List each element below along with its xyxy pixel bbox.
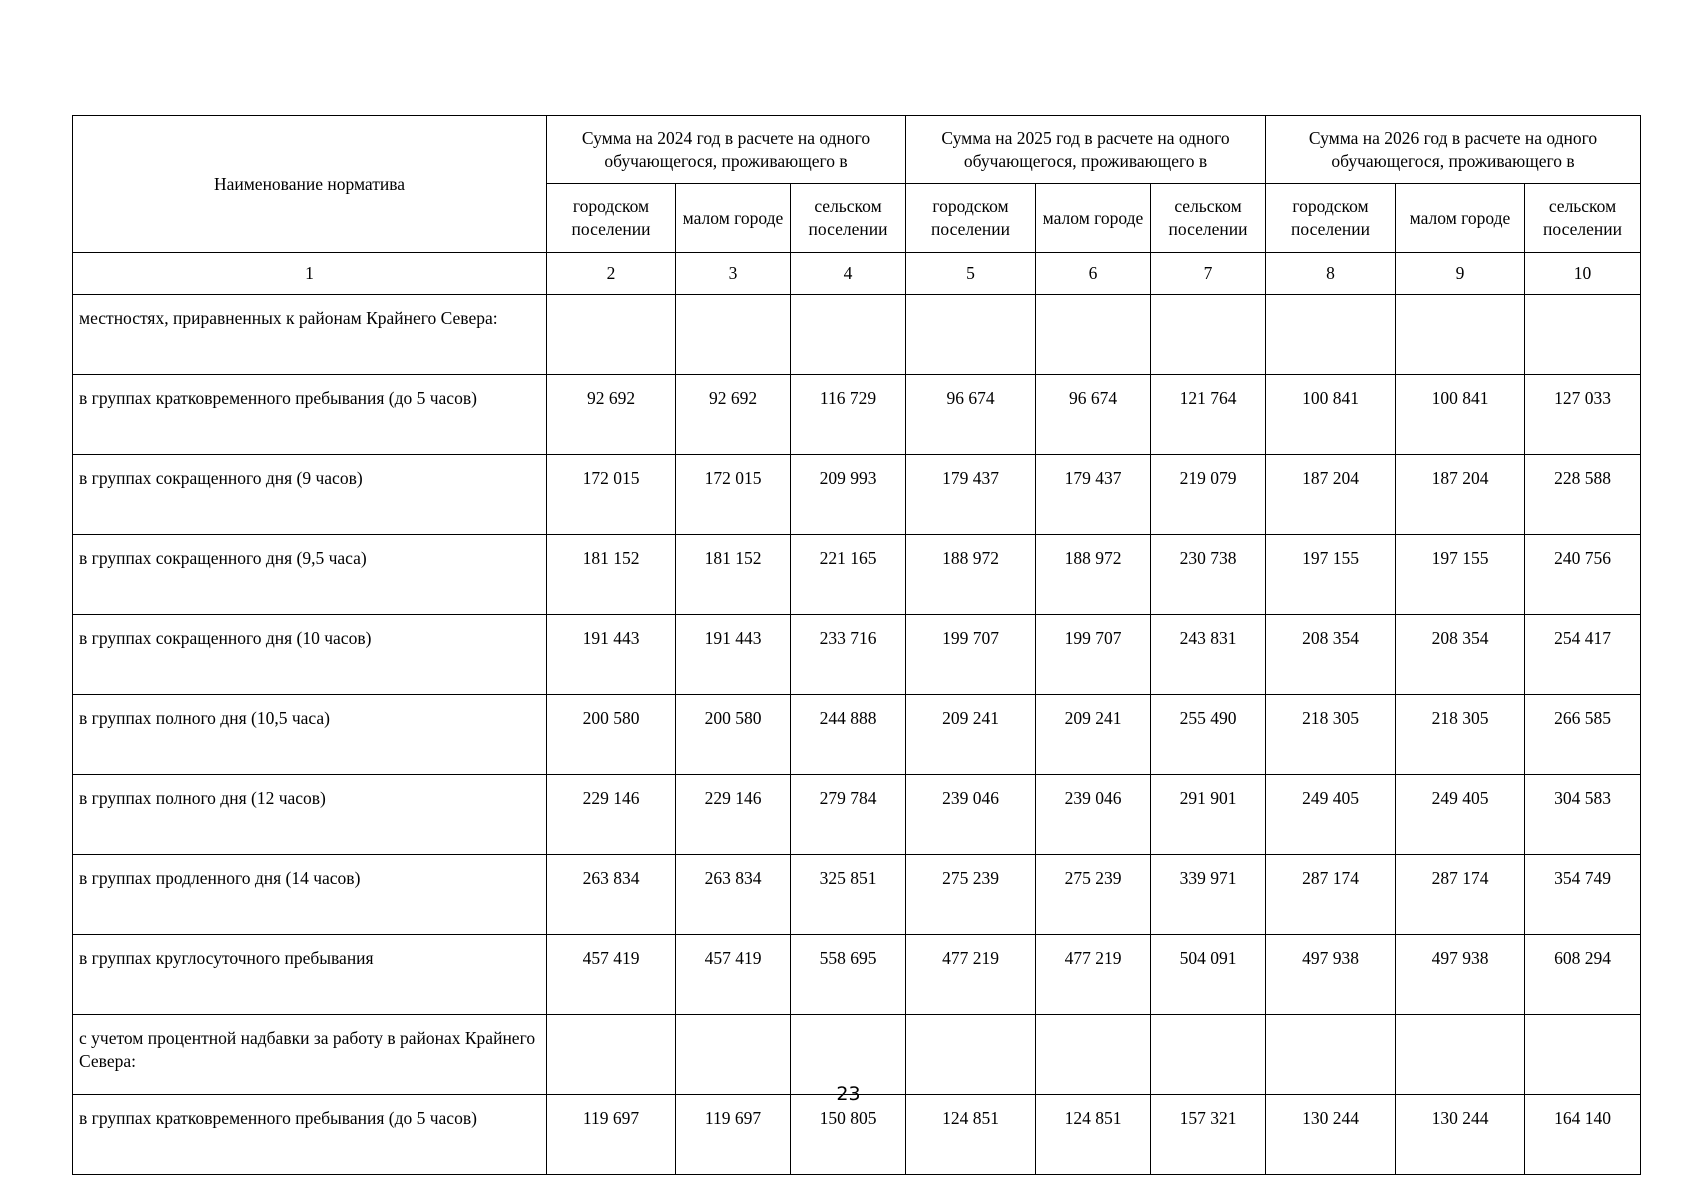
value-cell: 119 697 xyxy=(676,1095,791,1175)
value-cell xyxy=(1396,295,1525,375)
value-cell: 209 241 xyxy=(906,695,1036,775)
value-cell xyxy=(676,295,791,375)
table-row xyxy=(73,295,1641,375)
row-name-cell: в группах сокращенного дня (10 часов) xyxy=(73,615,547,695)
value-cell: 181 152 xyxy=(547,535,676,615)
value-cell: 218 305 xyxy=(1266,695,1396,775)
value-cell: 197 155 xyxy=(1266,535,1396,615)
value-cell: 124 851 xyxy=(906,1095,1036,1175)
row-name-cell: в группах кратковременного пребывания (до 5 часов) xyxy=(73,375,547,455)
header-year-2026: Сумма на 2026 год в расчете на одного обучающегося, проживающего в xyxy=(1266,116,1641,184)
value-cell: 263 834 xyxy=(547,855,676,935)
value-cell: 228 588 xyxy=(1525,455,1641,535)
subheader-cell: городском поселении xyxy=(1266,184,1396,253)
value-cell: 96 674 xyxy=(906,375,1036,455)
value-cell: 172 015 xyxy=(676,455,791,535)
column-number-cell: 5 xyxy=(906,253,1036,295)
value-cell: 339 971 xyxy=(1151,855,1266,935)
norms-table xyxy=(72,115,1641,1175)
value-cell: 199 707 xyxy=(1036,615,1151,695)
header-year-2024: Сумма на 2024 год в расчете на одного обучающегося, проживающего в xyxy=(547,116,906,184)
row-name-cell: в группах полного дня (10,5 часа) xyxy=(73,695,547,775)
value-cell: 191 443 xyxy=(676,615,791,695)
value-cell: 240 756 xyxy=(1525,535,1641,615)
value-cell: 239 046 xyxy=(1036,775,1151,855)
column-number-cell: 3 xyxy=(676,253,791,295)
value-cell: 249 405 xyxy=(1266,775,1396,855)
value-cell: 130 244 xyxy=(1396,1095,1525,1175)
value-cell: 96 674 xyxy=(1036,375,1151,455)
value-cell: 275 239 xyxy=(1036,855,1151,935)
value-cell: 244 888 xyxy=(791,695,906,775)
table-row xyxy=(73,935,1641,1015)
value-cell: 497 938 xyxy=(1396,935,1525,1015)
table-row xyxy=(73,375,1641,455)
value-cell: 127 033 xyxy=(1525,375,1641,455)
value-cell: 199 707 xyxy=(906,615,1036,695)
subheader-cell: малом городе xyxy=(676,184,791,253)
value-cell: 188 972 xyxy=(1036,535,1151,615)
subheader-cell: сельском поселении xyxy=(791,184,906,253)
table-body xyxy=(73,295,1641,1175)
value-cell: 209 241 xyxy=(1036,695,1151,775)
column-number-cell: 10 xyxy=(1525,253,1641,295)
value-cell: 100 841 xyxy=(1266,375,1396,455)
subheader-cell: малом городе xyxy=(1036,184,1151,253)
value-cell: 287 174 xyxy=(1396,855,1525,935)
subheader-cell: городском поселении xyxy=(547,184,676,253)
value-cell: 208 354 xyxy=(1266,615,1396,695)
value-cell: 187 204 xyxy=(1266,455,1396,535)
table-row xyxy=(73,615,1641,695)
value-cell: 130 244 xyxy=(1266,1095,1396,1175)
value-cell: 477 219 xyxy=(1036,935,1151,1015)
value-cell: 477 219 xyxy=(906,935,1036,1015)
row-name-cell: местностях, приравненных к районам Крайнего Севера: xyxy=(73,295,547,375)
column-number-cell: 4 xyxy=(791,253,906,295)
value-cell: 208 354 xyxy=(1396,615,1525,695)
value-cell: 255 490 xyxy=(1151,695,1266,775)
value-cell xyxy=(1266,295,1396,375)
column-number-cell: 2 xyxy=(547,253,676,295)
value-cell xyxy=(906,295,1036,375)
value-cell xyxy=(1036,295,1151,375)
value-cell: 249 405 xyxy=(1396,775,1525,855)
value-cell: 116 729 xyxy=(791,375,906,455)
value-cell: 92 692 xyxy=(547,375,676,455)
column-number-cell: 7 xyxy=(1151,253,1266,295)
value-cell: 497 938 xyxy=(1266,935,1396,1015)
value-cell: 325 851 xyxy=(791,855,906,935)
column-number-cell: 8 xyxy=(1266,253,1396,295)
value-cell: 457 419 xyxy=(547,935,676,1015)
value-cell: 188 972 xyxy=(906,535,1036,615)
value-cell: 229 146 xyxy=(547,775,676,855)
value-cell: 266 585 xyxy=(1525,695,1641,775)
column-number-cell: 6 xyxy=(1036,253,1151,295)
table-row xyxy=(73,455,1641,535)
value-cell: 219 079 xyxy=(1151,455,1266,535)
value-cell: 354 749 xyxy=(1525,855,1641,935)
value-cell: 179 437 xyxy=(1036,455,1151,535)
value-cell: 504 091 xyxy=(1151,935,1266,1015)
row-name-cell: в группах полного дня (12 часов) xyxy=(73,775,547,855)
value-cell: 229 146 xyxy=(676,775,791,855)
table-row xyxy=(73,775,1641,855)
value-cell: 608 294 xyxy=(1525,935,1641,1015)
value-cell: 233 716 xyxy=(791,615,906,695)
row-name-cell: в группах сокращенного дня (9,5 часа) xyxy=(73,535,547,615)
value-cell: 124 851 xyxy=(1036,1095,1151,1175)
value-cell: 150 805 xyxy=(791,1095,906,1175)
value-cell: 287 174 xyxy=(1266,855,1396,935)
value-cell: 558 695 xyxy=(791,935,906,1015)
value-cell: 254 417 xyxy=(1525,615,1641,695)
value-cell: 191 443 xyxy=(547,615,676,695)
header-name: Наименование норматива xyxy=(73,116,547,253)
row-name-cell: в группах продленного дня (14 часов) xyxy=(73,855,547,935)
table-row xyxy=(73,535,1641,615)
value-cell: 200 580 xyxy=(676,695,791,775)
value-cell: 291 901 xyxy=(1151,775,1266,855)
value-cell: 279 784 xyxy=(791,775,906,855)
value-cell xyxy=(1525,295,1641,375)
value-cell: 239 046 xyxy=(906,775,1036,855)
value-cell: 197 155 xyxy=(1396,535,1525,615)
value-cell: 157 321 xyxy=(1151,1095,1266,1175)
value-cell xyxy=(791,295,906,375)
header-year-2025: Сумма на 2025 год в расчете на одного обучающегося, проживающего в xyxy=(906,116,1266,184)
subheader-cell: городском поселении xyxy=(906,184,1036,253)
value-cell: 209 993 xyxy=(791,455,906,535)
value-cell: 200 580 xyxy=(547,695,676,775)
row-name-cell: с учетом процентной надбавки за работу в районах Крайнего Севера: xyxy=(73,1015,547,1095)
table-row xyxy=(73,1095,1641,1175)
subheader-cell: малом городе xyxy=(1396,184,1525,253)
value-cell: 221 165 xyxy=(791,535,906,615)
row-name-cell: в группах круглосуточного пребывания xyxy=(73,935,547,1015)
subheader-cell: сельском поселении xyxy=(1151,184,1266,253)
value-cell: 230 738 xyxy=(1151,535,1266,615)
value-cell: 181 152 xyxy=(676,535,791,615)
column-number-cell: 1 xyxy=(73,253,547,295)
column-number-cell: 9 xyxy=(1396,253,1525,295)
page-number: 23 xyxy=(836,1083,861,1105)
value-cell: 187 204 xyxy=(1396,455,1525,535)
value-cell xyxy=(547,295,676,375)
row-name-cell: в группах сокращенного дня (9 часов) xyxy=(73,455,547,535)
value-cell: 179 437 xyxy=(906,455,1036,535)
value-cell: 304 583 xyxy=(1525,775,1641,855)
row-name-cell: в группах кратковременного пребывания (до 5 часов) xyxy=(73,1095,547,1175)
value-cell: 457 419 xyxy=(676,935,791,1015)
value-cell: 275 239 xyxy=(906,855,1036,935)
value-cell: 218 305 xyxy=(1396,695,1525,775)
table-header xyxy=(73,116,1641,295)
value-cell: 119 697 xyxy=(547,1095,676,1175)
value-cell: 172 015 xyxy=(547,455,676,535)
value-cell: 92 692 xyxy=(676,375,791,455)
value-cell: 100 841 xyxy=(1396,375,1525,455)
value-cell: 121 764 xyxy=(1151,375,1266,455)
value-cell: 263 834 xyxy=(676,855,791,935)
table-row xyxy=(73,855,1641,935)
value-cell xyxy=(1151,295,1266,375)
table-row xyxy=(73,695,1641,775)
subheader-cell: сельском поселении xyxy=(1525,184,1641,253)
value-cell: 164 140 xyxy=(1525,1095,1641,1175)
value-cell: 243 831 xyxy=(1151,615,1266,695)
